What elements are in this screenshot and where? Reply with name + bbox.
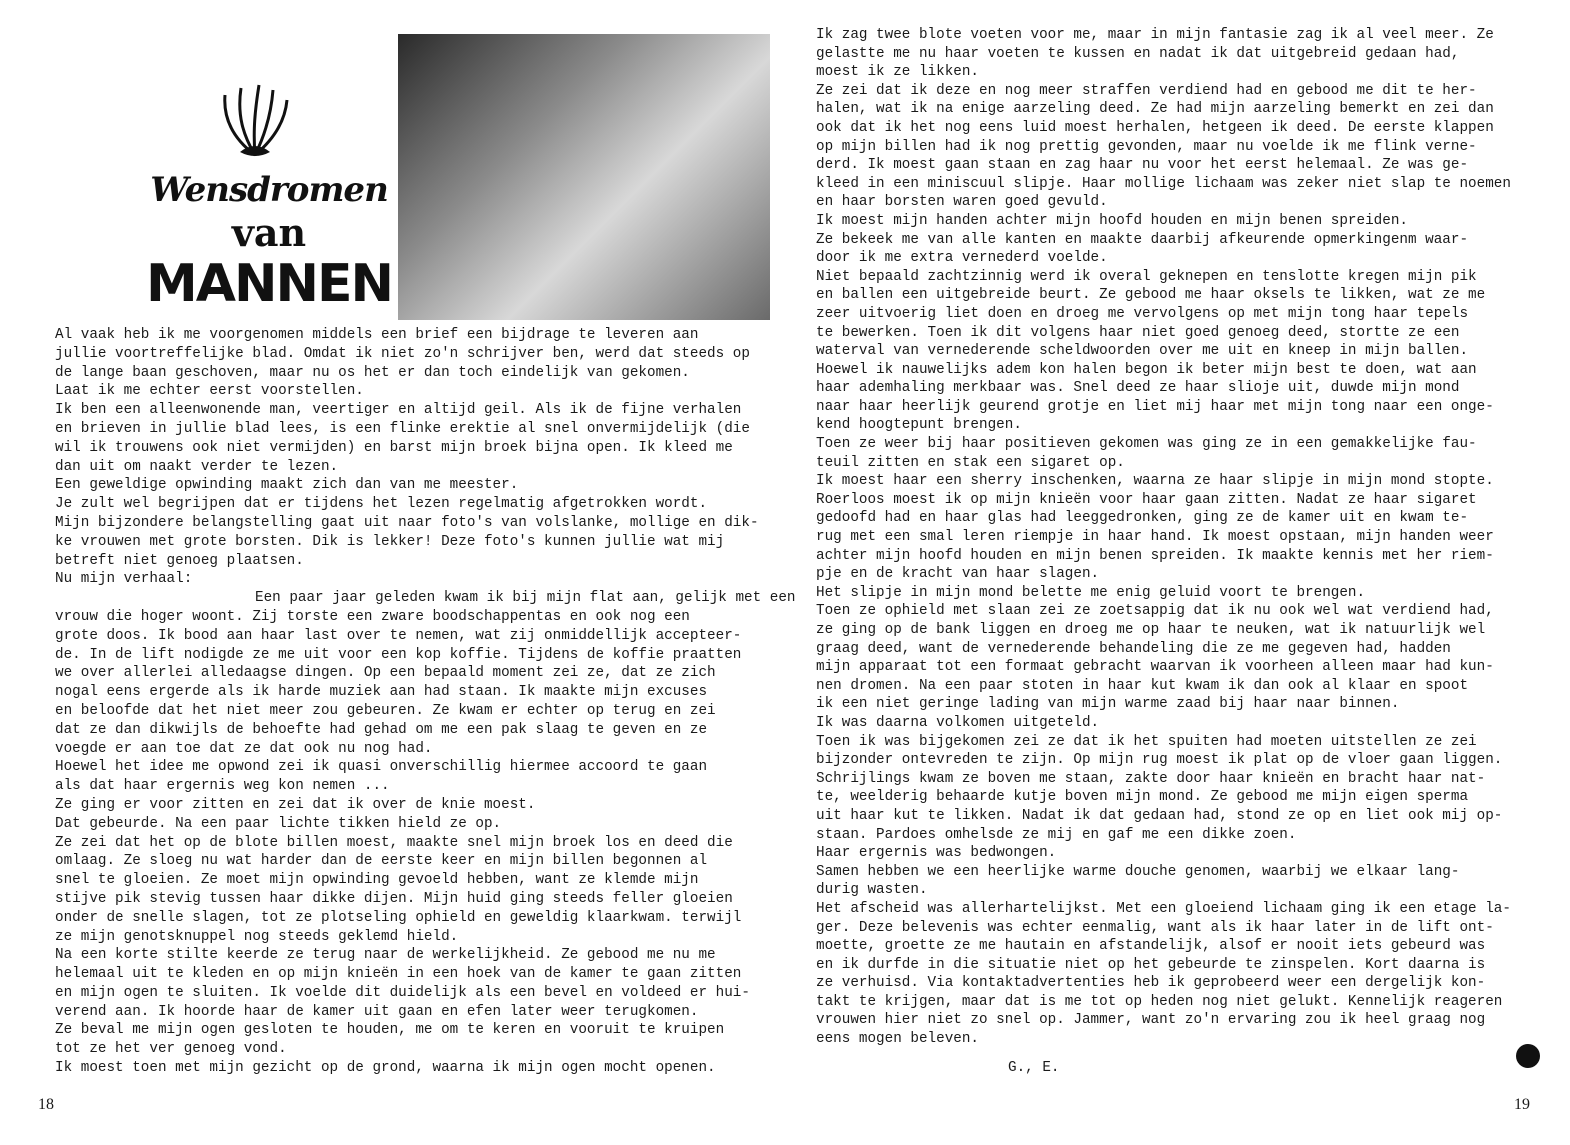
text-line: de. In de lift nodigde ze me uit voor een kop koffie. Tijdens de koffie praatten (55, 646, 742, 663)
text-line: Dat gebeurde. Na een paar lichte tikken hield ze op. (55, 815, 502, 832)
text-line: moest ik ze likken. (816, 64, 980, 81)
text-line: en ballen een uitgebreide beurt. Ze gebood me haar oksels te likken, wat ze me (816, 287, 1486, 304)
text-line: en brieven in jullie blad lees, is een flinke erektie al snel onvermijdelijk (die (55, 420, 750, 437)
text-line: teuil zitten en stak een sigaret op. (816, 454, 1125, 471)
text-line: te bewerken. Toen ik dit volgens haar niet goed genoeg deed, stortte ze een (816, 324, 1460, 341)
text-line: Na een korte stilte keerde ze terug naar de werkelijkheid. Ze gebood me nu me (55, 947, 716, 964)
text-line: op mijn billen had ik nog prettig gevonden, maar nu voelde ik me flink verne- (816, 138, 1477, 155)
text-line: Ik moest toen met mijn gezicht op de grond, waarna ik mijn ogen mocht openen. (55, 1060, 716, 1077)
text-line: ze ging op de bank liggen en droeg me op haar te neuken, wat ik natuurlijk wel (816, 622, 1486, 638)
right-column-text (816, 26, 1528, 1049)
text-line: Ze bekeek me van alle kanten en maakte daarbij afkeurende opmerkingenm waar- (816, 231, 1469, 248)
text-line: omlaag. Ze sloeg nu wat harder dan de eerste keer en mijn billen begonnen al (55, 853, 708, 870)
text-line: jullie voortreffelijke blad. Omdat ik niet zo'n schrijver ben, werd dat steeds op (55, 345, 750, 362)
text-line: we over allerlei alledaagse dingen. Op een bepaald moment zei ze, dat ze zich (55, 665, 716, 682)
text-line: de lange baan geschoven, maar nu os het er dan toch eindelijk van gekomen. (55, 364, 690, 381)
text-line: Je zult wel begrijpen dat er tijdens het lezen regelmatig afgetrokken wordt. (55, 496, 708, 513)
text-line: Hoewel het idee me opwond zei ik quasi onverschillig hiermee accoord te gaan (55, 759, 708, 776)
signature: G., E. (1008, 1060, 1060, 1076)
text-line: mijn apparaat tot een formaat gebracht waarvan ik voorheen alleen maar had kun- (816, 659, 1494, 676)
text-line: nen dromen. Na een paar stoten in haar kut kwam ik dan ook al klaar en spoot (816, 677, 1469, 694)
text-line: verend aan. Ik hoorde haar de kamer uit gaan en efen later weer terugkomen. (55, 1003, 699, 1020)
text-line: takt te krijgen, maar dat is me tot op heden nog niet gelukt. Kennelijk reageren (816, 993, 1503, 1010)
text-line: achter mijn hoofd houden en mijn benen spreiden. Ik maakte kennis met her riem- (816, 547, 1494, 564)
text-line: Mijn bijzondere belangstelling gaat uit naar foto's van volslanke, mollige en dik- (55, 514, 759, 531)
text-line: Roerloos moest ik op mijn knieën voor haar gaan zitten. Nadat ze haar sigaret (816, 491, 1477, 508)
text-line: Ze zei dat ik deze en nog meer straffen verdiend had en gebood me dit te her- (816, 82, 1477, 99)
text-line: Samen hebben we een heerlijke warme douche genomen, waarbij we elkaar lang- (816, 863, 1460, 880)
text-line: Laat ik me echter eerst voorstellen. (55, 383, 364, 400)
page-number-right: 19 (1514, 1096, 1530, 1113)
text-line: dan uit om naakt verder te lezen. (55, 458, 339, 475)
text-line: Schrijlings kwam ze boven me staan, zakte door haar knieën en bracht haar nat- (816, 770, 1486, 787)
end-mark-icon (1516, 1044, 1540, 1068)
text-line: Een geweldige opwinding maakt zich dan van me meester. (55, 477, 519, 494)
text-line: kleed in een miniscuul slipje. Haar mollige lichaam was zeker niet slap te noemen (816, 175, 1511, 192)
text-line: staan. Pardoes omhelsde ze mij en gaf me een dikke zoen. (816, 826, 1297, 843)
text-line: halen, wat ik na enige aarzeling deed. Ze had mijn aarzeling bemerkt en zei dan (816, 101, 1494, 118)
text-line: vrouwen hier niet zo snel op. Jammer, want zo'n ervaring zou ik heel graag nog (816, 1012, 1486, 1029)
text-line: gedoofd had en haar glas had leeggedronken, ging ze de kamer uit en kwam te- (816, 510, 1469, 527)
text-line: Al vaak heb ik me voorgenomen middels een brief een bijdrage te leveren aan (55, 327, 699, 343)
text-line: eens mogen beleven. (816, 1031, 980, 1048)
text-line: snel te gloeien. Ze moet mijn opwinding gevoeld hebben, want ze klemde mijn (55, 872, 699, 889)
text-line: vrouw die hoger woont. Zij torste een zware boodschappentas en ook nog een (55, 608, 690, 625)
text-line: nogal eens ergerde als ik harde muziek aan had staan. Ik maakte mijn excuses (55, 684, 708, 701)
left-column-text (55, 326, 796, 1078)
text-line: Ik ben een alleenwonende man, veertiger en altijd geil. Als ik de fijne verhalen (55, 402, 742, 419)
text-line: rug met een smal leren riempje in haar hand. Ik moest opstaan, mijn handen weer (816, 529, 1494, 546)
text-line: Ik moest mijn handen achter mijn hoofd houden en mijn benen spreiden. (816, 212, 1408, 229)
text-line: Ze ging er voor zitten en zei dat ik over de knie moest. (55, 796, 536, 813)
article-photo (398, 34, 770, 320)
text-line: als dat haar ergernis weg kon nemen ... (55, 778, 390, 795)
text-line: zeer uitvoerig liet doen en droeg me vervolgens op met mijn tong haar tepels (816, 305, 1469, 322)
text-line: durig wasten. (816, 882, 928, 899)
text-line: wil ik trouwens ook niet vermijden) en barst mijn broek bijna open. Ik kleed me (55, 439, 733, 456)
text-line: helemaal uit te kleden en op mijn knieën in een hoek van de kamer te gaan zitten (55, 966, 742, 983)
text-line: ik een niet geringe lading van mijn warme zaad bij haar naar binnen. (816, 696, 1400, 713)
text-line: Ze zei dat het op de blote billen moest, maakte snel mijn broek los en deed die (55, 834, 733, 851)
text-line: Toen ik was bijgekomen zei ze dat ik het spuiten had moeten uitstellen ze zei (816, 733, 1477, 750)
text-line: grote doos. Ik bood aan haar last over te nemen, wat zij onmiddellijk accepteer- (55, 627, 742, 644)
text-line: Hoewel ik nauwelijks adem kon halen begon ik beter mijn best te doen, wat aan (816, 361, 1477, 378)
text-line: Het slipje in mijn mond belette me enig geluid voort te brengen. (816, 584, 1366, 601)
text-line: en haar borsten waren goed gevuld. (816, 194, 1108, 211)
text-line: Ik moest haar een sherry inschenken, waarna ze haar slipje in mijn mond stopte. (816, 473, 1494, 490)
text-line: kend hoogtepunt brengen. (816, 417, 1022, 434)
text-line: derd. Ik moest gaan staan en zag haar nu voor het eerst helemaal. Ze was ge- (816, 157, 1469, 174)
text-line: naar haar heerlijk geurend grotje en liet mij haar met mijn tong naar een onge- (816, 398, 1494, 415)
article-title (145, 168, 393, 314)
text-line: ook dat ik het nog eens luid moest herhalen, hetgeen ik deed. De eerste klappen (816, 119, 1494, 136)
text-line: stijve pik stevig tussen haar dikke dijen. Mijn huid ging steeds feller gloeien (55, 890, 733, 907)
text-line: Ze beval me mijn ogen gesloten te houden, me om te keren en vooruit te kruipen (55, 1022, 725, 1039)
text-line: gelastte me nu haar voeten te kussen en nadat ik dat uitgebreid gedaan had, (816, 45, 1460, 62)
text-line: ger. Deze belevenis was echter eenmalig, want als ik haar later in de lift ont- (816, 919, 1494, 936)
text-line: en mijn ogen te sluiten. Ik voelde dit duidelijk als een bevel en voldeed er hui- (55, 984, 750, 1001)
text-line: Het afscheid was allerhartelijkst. Met een gloeiend lichaam ging ik een etage la- (816, 900, 1511, 917)
text-line: en beloofde dat het niet meer zou gebeuren. Ze kwam er echter op terug en zei (55, 702, 716, 719)
title-line-1: Wensdromen (150, 170, 388, 210)
text-line: haar ademhaling merkbaar was. Snel deed ze haar slioje uit, duwde mijn mond (816, 380, 1460, 397)
text-line: Haar ergernis was bedwongen. (816, 845, 1057, 862)
text-line: Een paar jaar geleden kwam ik bij mijn flat aan, gelijk met een (255, 590, 796, 607)
text-line: Ik zag twee blote voeten voor me, maar in mijn fantasie zag ik al veel meer. Ze (816, 27, 1494, 43)
ornament-icon (215, 80, 295, 160)
text-line: waterval van vernederende scheldwoorden over me uit en kneep in mijn ballen. (816, 343, 1469, 360)
text-line: Ik was daarna volkomen uitgeteld. (816, 714, 1100, 731)
text-line: ze mijn genotsknuppel nog steeds geklemd hield. (55, 928, 459, 945)
text-line: uit haar kut te likken. Nadat ik dat gedaan had, stond ze op en liet ook mij op- (816, 807, 1503, 824)
text-line: en ik durfde in die situatie niet op het gebeurde te zinspelen. Kort daarna is (816, 956, 1486, 973)
text-line: betreft niet genoeg plaatsen. (55, 552, 304, 569)
text-line: pje en de kracht van haar slagen. (816, 566, 1100, 583)
text-line: door ik me extra vernederd voelde. (816, 250, 1108, 267)
text-line: Toen ze ophield met slaan zei ze zoetsappig dat ik nu ook wel wat verdiend had, (816, 603, 1494, 620)
text-line: graag deed, want de vernederende behandeling die ze me gegeven had, hadden (816, 640, 1451, 657)
text-line: Toen ze weer bij haar positieven gekomen was ging ze in een gemakkelijke fau- (816, 436, 1477, 453)
title-line-3: MANNEN (145, 254, 393, 314)
text-line: ze verhuisd. Via kontaktadvertenties heb ik geprobeerd weer een dergelijk kon- (816, 975, 1486, 992)
text-line: tot ze het ver genoeg vond. (55, 1041, 287, 1058)
text-line: te, weelderig behaarde kutje boven mijn mond. Ze gebood me mijn eigen sperma (816, 789, 1469, 806)
text-line: onder de snelle slagen, tot ze plotseling ophield en geweldig klaarkwam. terwijl (55, 909, 742, 926)
text-line: ke vrouwen met grote borsten. Dik is lekker! Deze foto's kunnen jullie wat mij (55, 533, 725, 550)
title-line-2: van (231, 210, 307, 255)
text-line: Niet bepaald zachtzinnig werd ik overal geknepen en tenslotte kregen mijn pik (816, 268, 1477, 285)
page-number-left: 18 (38, 1096, 54, 1113)
text-line: dat ze dan dikwijls de behoefte had gehad om me een pak slaag te geven en ze (55, 721, 708, 738)
text-line: Nu mijn verhaal: (55, 571, 193, 588)
text-line: bijzonder ontevreden te zijn. Op mijn rug moest ik plat op de vloer gaan liggen. (816, 752, 1503, 769)
text-line: voegde er aan toe dat ze dat ook nu nog had. (55, 740, 433, 757)
text-line: moette, groette ze me hautain en afstandelijk, alsof er nooit iets gebeurd was (816, 938, 1486, 955)
